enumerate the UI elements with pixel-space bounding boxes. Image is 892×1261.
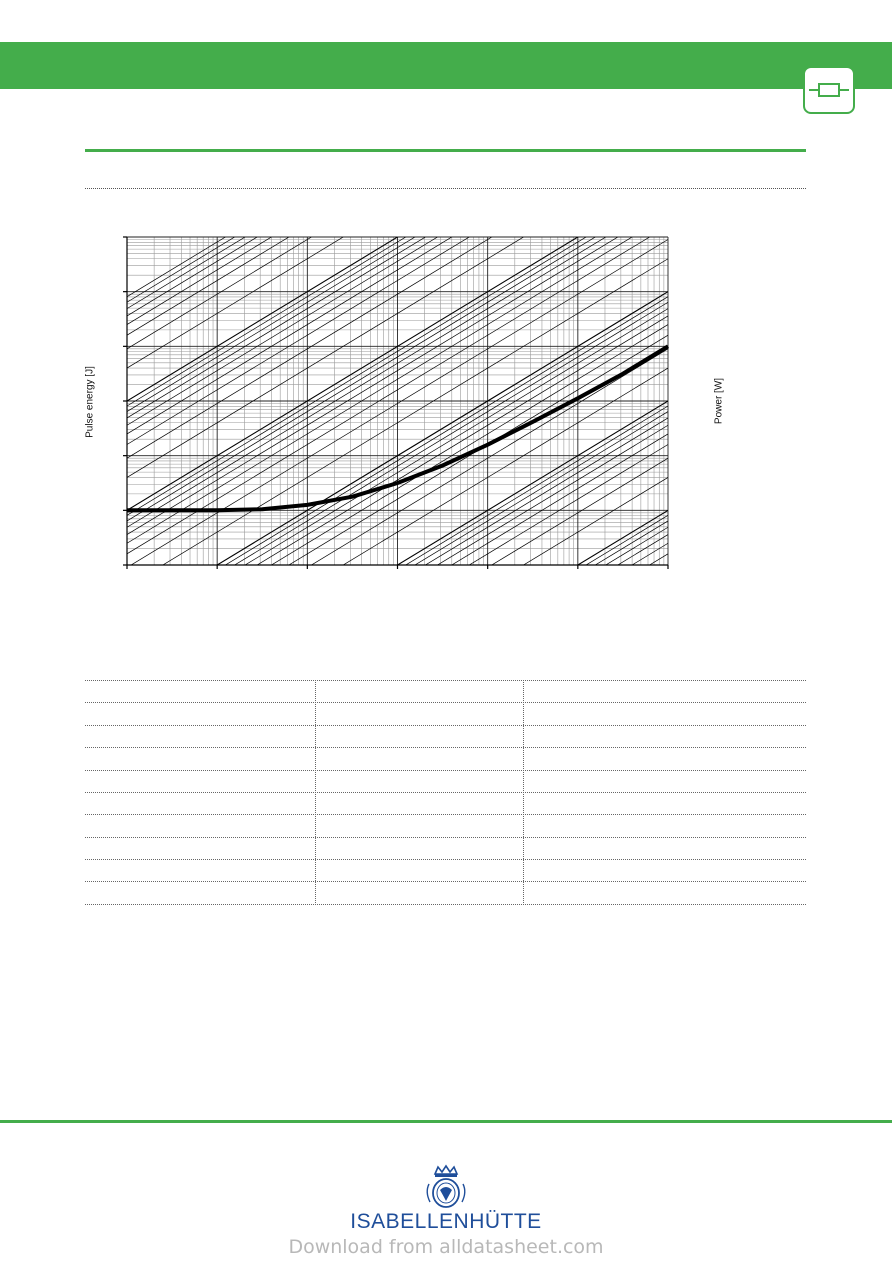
crown-crest-icon — [421, 1164, 471, 1210]
pulse-energy-chart — [80, 225, 680, 580]
y-axis-label-right: Power [W] — [713, 377, 725, 425]
table-row-line — [85, 770, 806, 771]
table-row-line — [85, 792, 806, 793]
y-axis-label-left: Pulse energy [J] — [84, 366, 96, 438]
table-row-line — [85, 837, 806, 838]
resistor-icon — [803, 66, 855, 114]
table-row-line — [85, 747, 806, 748]
footer-divider — [0, 1120, 892, 1123]
watermark-text: Download from alldatasheet.com — [288, 1236, 604, 1258]
table-row-line — [85, 702, 806, 703]
table-row-line — [85, 725, 806, 726]
table-row-line — [85, 881, 806, 882]
table-row-line — [85, 859, 806, 860]
table-column-line — [523, 680, 524, 905]
dotted-divider — [85, 188, 806, 189]
table-row-line — [85, 814, 806, 815]
spec-table — [85, 680, 806, 905]
table-row-line — [85, 904, 806, 905]
header-band — [0, 42, 892, 89]
table-column-line — [315, 680, 316, 905]
table-row-line — [85, 680, 806, 681]
company-logo-text: ISABELLENHÜTTE — [350, 1210, 542, 1233]
section-divider — [85, 149, 806, 152]
